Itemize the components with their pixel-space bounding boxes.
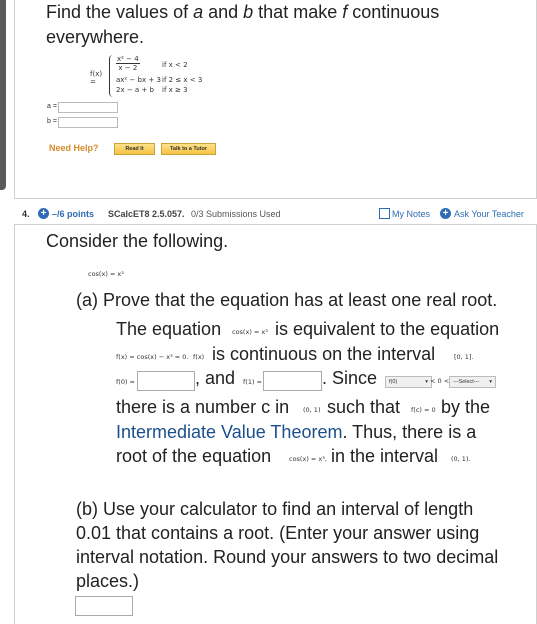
case-3-cond: if x ≥ 3 [162,86,188,94]
fx-label: f(x) = [90,70,103,86]
line2-equation: f(x) = cos(x) − x³ = 0. [116,353,189,361]
read-it-button[interactable]: Read It [114,143,155,155]
line4-text-b: such that [327,397,401,417]
q3-prompt: Find the values of a and b that make f continuous everywhere. [46,2,440,47]
given-equation: cos(x) = x³ [88,270,124,278]
f1-label: f(1) = [243,378,263,386]
b-input[interactable] [58,117,118,128]
brace [109,55,116,97]
lt-zero-lt: < 0 < [430,377,450,385]
and-text: , and [195,368,236,388]
line2-text: is continuous on the interval [212,344,436,364]
case-3-expr: 2x − a + b [116,86,154,94]
line6-interval: (0, 1). [451,455,471,463]
line1-equation: cos(x) = x³ [232,328,268,336]
chevron-down-icon: ▾ [489,379,492,385]
part-b-line4: places.) [76,571,140,591]
submissions-label: 0/3 Submissions Used [191,209,281,219]
case-2-cond: if 2 ≤ x < 3 [162,76,203,84]
notes-icon[interactable] [379,208,390,219]
case-1-cond: if x < 2 [162,61,188,69]
line2-interval: [0, 1]. [454,353,474,361]
consider-heading: Consider the following. [46,231,229,251]
line6-text-b: in the interval [331,446,439,466]
f0-label: f(0) = [116,378,136,386]
select-other[interactable]: ---Select--- ▾ [449,376,496,388]
chevron-down-icon: ▾ [425,379,428,385]
a-label: a = [47,103,57,110]
question-number: 4. [22,209,30,219]
line6-text-a: root of the equation [116,446,272,466]
source-label: SCalcET8 2.5.057. [108,209,185,219]
question-4-header [0,204,537,224]
part-b-line3: interval notation. Round your answers to two decimal [76,547,499,567]
line1-text-a: The equation [116,319,222,339]
interval-answer-input[interactable] [75,596,133,616]
ivt-link[interactable]: Intermediate Value Theorem [116,422,343,442]
line4-text-c: by the [441,397,491,417]
case-1-expr: $\frac{\text{x² − 4}}{x - 2}$ [117,55,139,72]
line6-equation: cos(x) = x³, [289,455,327,463]
part-b-line2: 0.01 that contains a root. (Enter your answer using [76,523,480,543]
line4-text-a: there is a number c in [116,397,290,417]
talk-to-tutor-button[interactable]: Talk to a Tutor [161,143,216,155]
since-text: . Since [322,368,378,388]
left-scroll-accent [0,0,6,190]
ask-teacher-plus-icon[interactable]: + [440,208,451,219]
a-input[interactable] [58,102,118,113]
ivt-line: Intermediate Value Theorem. Thus, there is a [116,422,477,442]
need-help-label: Need Help? [49,143,99,153]
line4-interval: (0, 1) [303,406,321,414]
line2-fx: f(x) [193,353,205,361]
points-label: –/6 points [52,209,95,219]
b-label: b = [47,118,57,125]
part-b-line1: (b) Use your calculator to find an interval of length [76,499,474,519]
part-a-title: (a) Prove that the equation has at least one real root. [76,290,498,310]
expand-plus-icon[interactable]: + [38,208,49,219]
line4-fc: f(c) = 0 [411,406,436,414]
f1-input[interactable] [263,371,322,391]
case-2-expr: ax² − bx + 3 [116,76,161,84]
ask-teacher-link[interactable]: Ask Your Teacher [454,209,524,219]
f0-input[interactable] [137,371,195,391]
select-f0[interactable]: f(0) ▾ [385,376,432,388]
my-notes-link[interactable]: My Notes [392,209,431,219]
line1-text-b: is equivalent to the equation [275,319,500,339]
